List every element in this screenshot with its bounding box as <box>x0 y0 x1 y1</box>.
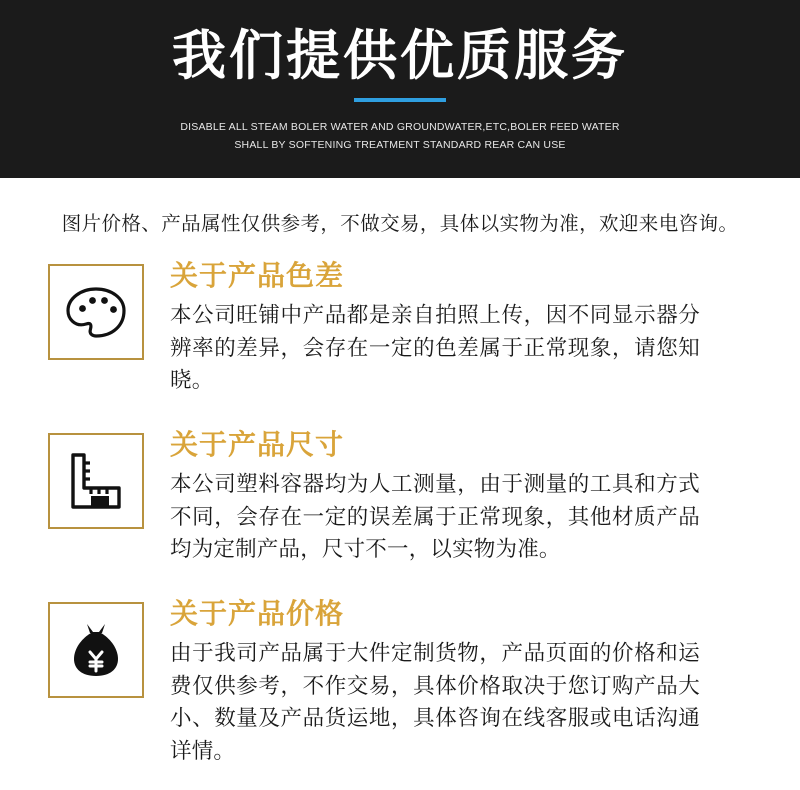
section-body <box>144 427 752 566</box>
header-banner <box>0 0 800 178</box>
section-text: 由于我司产品属于大件定制货物，产品页面的价格和运费仅供参考，不作交易，具体价格取决于您订购产品大小、数量及产品货运地，具体咨询在线客服或电话沟通详情。 <box>170 641 700 764</box>
section-body <box>144 258 752 397</box>
section-product-size <box>48 427 752 566</box>
page-title: 我们提供优质服务 <box>172 26 628 86</box>
section-title: 关于产品尺寸 <box>170 429 345 461</box>
info-sections <box>0 258 800 768</box>
banner-subtitle <box>180 119 619 154</box>
section-body <box>144 596 752 768</box>
notice-text: 图片价格、产品属性仅供参考，不做交易，具体以实物为准，欢迎来电咨询。 <box>61 213 739 235</box>
header-banner-content <box>0 0 800 178</box>
banner-subtitle-line-1: DISABLE ALL STEAM BOLER WATER AND GROUNDWATER,ETC,BOLER FEED WATER <box>180 121 620 134</box>
palette-icon <box>48 264 144 360</box>
section-text: 本公司塑料容器均为人工测量，由于测量的工具和方式不同，会存在一定的误差属于正常现象，其他材质产品均为定制产品，尺寸不一，以实物为准。 <box>170 472 700 562</box>
section-title: 关于产品价格 <box>170 598 345 630</box>
section-color-difference <box>48 258 752 397</box>
section-title: 关于产品色差 <box>170 260 345 291</box>
section-product-price <box>48 596 752 768</box>
money-bag-icon <box>48 602 144 698</box>
banner-subtitle-line-2: SHALL BY SOFTENING TREATMENT STANDARD REAR CAN USE <box>234 138 566 151</box>
section-text: 本公司旺铺中产品都是亲自拍照上传，因不同显示器分辨率的差异，会存在一定的色差属于正常现象，请您知晓。 <box>170 303 700 393</box>
ruler-icon <box>48 433 144 529</box>
title-underline-rule <box>354 98 446 102</box>
